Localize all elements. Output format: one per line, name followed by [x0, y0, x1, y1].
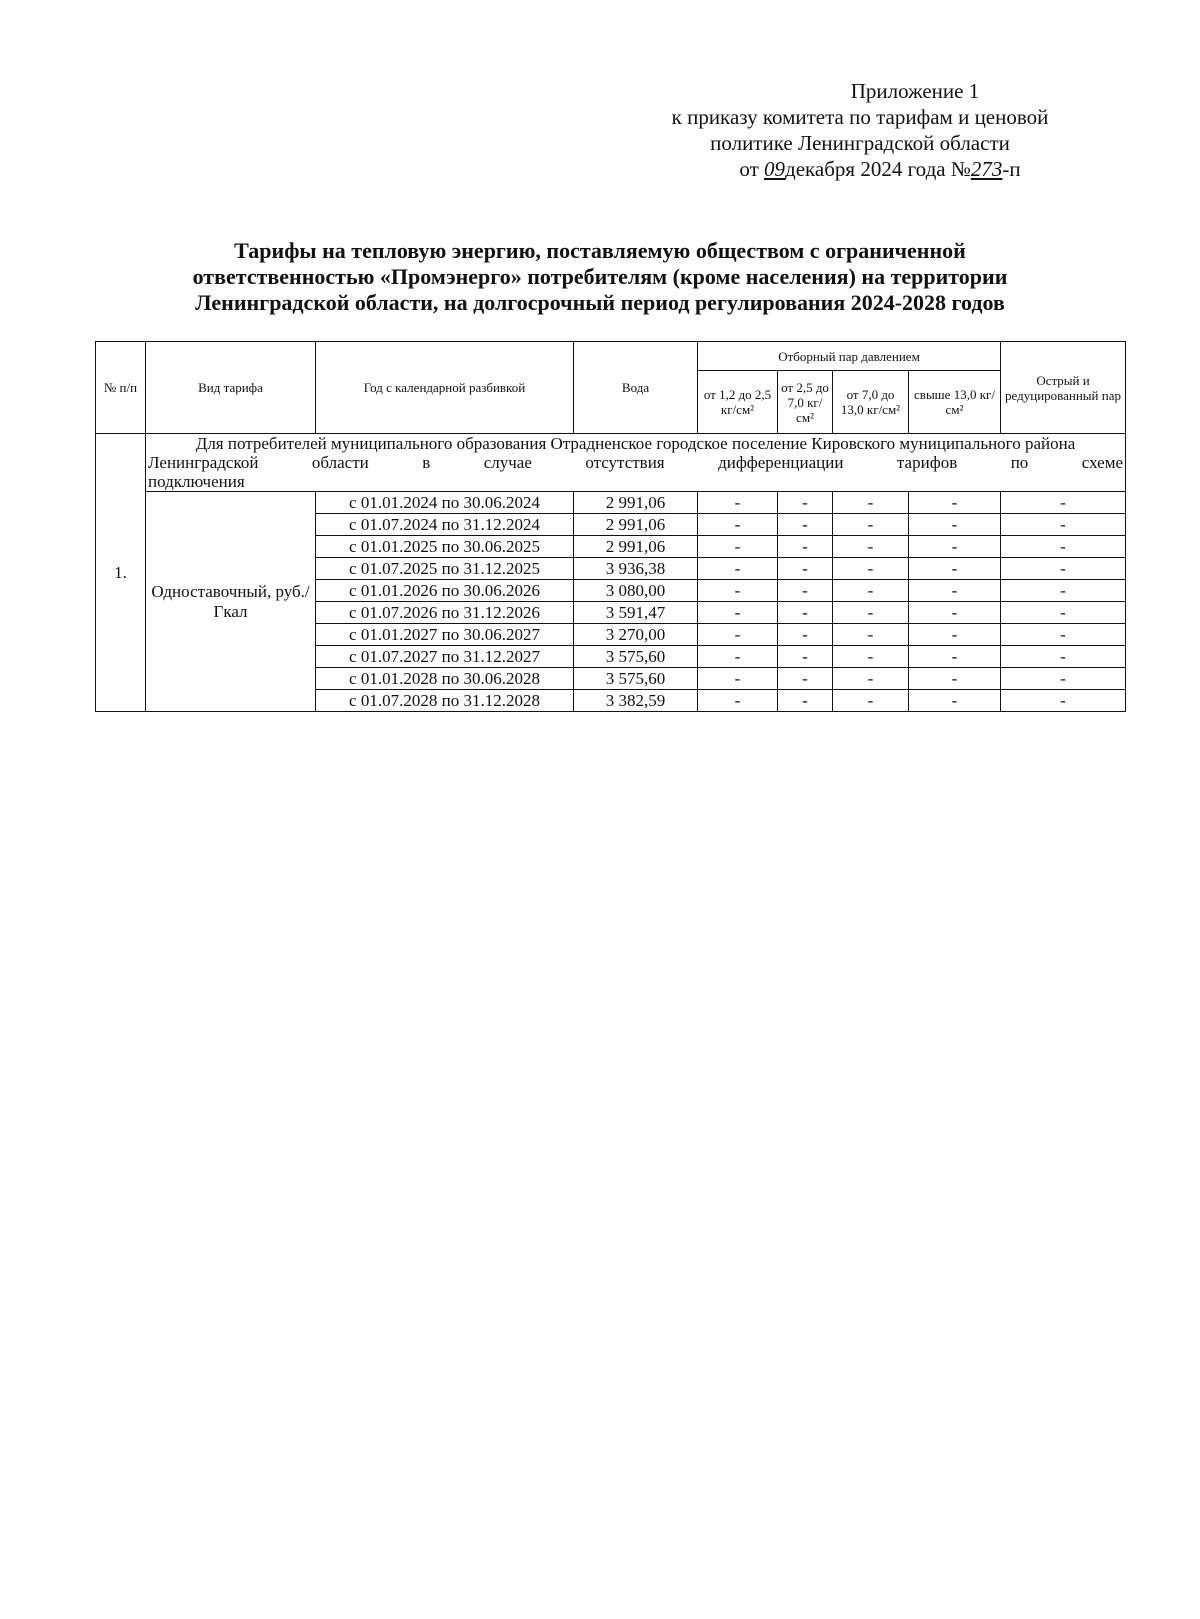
cell-steam-4: -: [909, 558, 1001, 580]
cell-water: 3 382,59: [574, 690, 698, 712]
title-line-3: Ленинградской области, на долгосрочный период регулирования 2024-2028 годов: [195, 290, 1005, 315]
cell-steam-1: -: [698, 536, 778, 558]
header-kind: Вид тарифа: [146, 342, 316, 434]
cell-steam-2: -: [778, 514, 833, 536]
cell-steam-4: -: [909, 536, 1001, 558]
cell-steam-3: -: [833, 602, 909, 624]
cell-water: 2 991,06: [574, 514, 698, 536]
cell-water: 3 575,60: [574, 668, 698, 690]
cell-steam-1: -: [698, 668, 778, 690]
cell-water: 3 575,60: [574, 646, 698, 668]
appendix-line-2: политике Ленинградской области: [710, 131, 1010, 155]
date-prefix: от: [739, 157, 765, 181]
header-water: Вода: [574, 342, 698, 434]
document-title: [100, 238, 1100, 316]
cell-steam-3: -: [833, 536, 909, 558]
header-steam-1: от 1,2 до 2,5 кг/см²: [698, 371, 778, 434]
group-description: [146, 434, 1126, 492]
cell-period: с 01.07.2024 по 31.12.2024: [316, 514, 574, 536]
cell-steam-3: -: [833, 668, 909, 690]
appendix-header: [600, 78, 1120, 182]
cell-sharp-steam: -: [1001, 492, 1126, 514]
cell-steam-3: -: [833, 558, 909, 580]
order-number: 273: [970, 157, 1003, 181]
cell-period: с 01.01.2027 по 30.06.2027: [316, 624, 574, 646]
cell-sharp-steam: -: [1001, 580, 1126, 602]
cell-steam-2: -: [778, 580, 833, 602]
header-steam-3: от 7,0 до 13,0 кг/см²: [833, 371, 909, 434]
cell-period: с 01.01.2025 по 30.06.2025: [316, 536, 574, 558]
group-text-line: Для потребителей муниципального образования Отрадненское городское поселение Кировского муниципального района Ленинградской области в случае отсутствия дифференциации тарифов по схеме: [148, 434, 1124, 472]
cell-steam-1: -: [698, 492, 778, 514]
cell-steam-2: -: [778, 558, 833, 580]
cell-water: 2 991,06: [574, 492, 698, 514]
cell-steam-4: -: [909, 580, 1001, 602]
cell-steam-1: -: [698, 646, 778, 668]
cell-water: 3 591,47: [574, 602, 698, 624]
cell-steam-1: -: [698, 690, 778, 712]
cell-steam-3: -: [833, 624, 909, 646]
header-num: № п/п: [96, 342, 146, 434]
cell-steam-4: -: [909, 668, 1001, 690]
tariff-table: [95, 341, 1126, 712]
cell-steam-4: -: [909, 646, 1001, 668]
cell-steam-4: -: [909, 514, 1001, 536]
header-period: Год с календарной разбивкой: [316, 342, 574, 434]
cell-steam-2: -: [778, 668, 833, 690]
appendix-line-1: к приказу комитета по тарифам и ценовой: [671, 105, 1049, 129]
cell-water: 2 991,06: [574, 536, 698, 558]
cell-sharp-steam: -: [1001, 624, 1126, 646]
cell-steam-1: -: [698, 558, 778, 580]
tariff-kind: Одноставочный, руб./Гкал: [146, 492, 316, 712]
cell-water: 3 936,38: [574, 558, 698, 580]
cell-period: с 01.07.2026 по 31.12.2026: [316, 602, 574, 624]
cell-sharp-steam: -: [1001, 690, 1126, 712]
cell-period: с 01.01.2024 по 30.06.2024: [316, 492, 574, 514]
cell-steam-1: -: [698, 602, 778, 624]
cell-water: 3 270,00: [574, 624, 698, 646]
cell-steam-4: -: [909, 492, 1001, 514]
cell-steam-2: -: [778, 624, 833, 646]
header-steam-group: Отборный пар давлением: [698, 342, 1001, 371]
cell-steam-4: -: [909, 690, 1001, 712]
cell-steam-3: -: [833, 690, 909, 712]
cell-period: с 01.07.2028 по 31.12.2028: [316, 690, 574, 712]
appendix-label: Приложение 1: [850, 79, 980, 103]
cell-steam-3: -: [833, 514, 909, 536]
cell-steam-3: -: [833, 580, 909, 602]
cell-steam-3: -: [833, 646, 909, 668]
header-steam-2: от 2,5 до 7,0 кг/см²: [778, 371, 833, 434]
cell-steam-1: -: [698, 624, 778, 646]
cell-sharp-steam: -: [1001, 558, 1126, 580]
cell-period: с 01.07.2027 по 31.12.2027: [316, 646, 574, 668]
group-number: 1.: [96, 434, 146, 712]
cell-sharp-steam: -: [1001, 514, 1126, 536]
cell-steam-1: -: [698, 580, 778, 602]
number-suffix: -п: [1002, 157, 1021, 181]
title-line-2: ответственностью «Промэнерго» потребителям (кроме населения) на территории: [192, 264, 1008, 289]
order-date-number: [600, 156, 1120, 182]
cell-sharp-steam: -: [1001, 668, 1126, 690]
cell-steam-1: -: [698, 514, 778, 536]
table-row: [96, 492, 1126, 514]
group-text-last: подключения: [148, 472, 245, 491]
title-line-1: Тарифы на тепловую энергию, поставляемую обществом с ограниченной: [234, 238, 966, 263]
header-sharp-steam: Острый и редуцированный пар: [1001, 342, 1126, 434]
cell-sharp-steam: -: [1001, 602, 1126, 624]
cell-steam-4: -: [909, 602, 1001, 624]
cell-sharp-steam: -: [1001, 536, 1126, 558]
cell-steam-4: -: [909, 624, 1001, 646]
cell-steam-2: -: [778, 492, 833, 514]
cell-steam-2: -: [778, 690, 833, 712]
cell-sharp-steam: -: [1001, 646, 1126, 668]
cell-steam-2: -: [778, 646, 833, 668]
cell-water: 3 080,00: [574, 580, 698, 602]
header-steam-4: свыше 13,0 кг/см²: [909, 371, 1001, 434]
cell-period: с 01.01.2028 по 30.06.2028: [316, 668, 574, 690]
cell-steam-2: -: [778, 536, 833, 558]
date-middle: декабря 2024 года №: [785, 157, 971, 181]
order-day: 09: [764, 157, 786, 181]
cell-period: с 01.01.2026 по 30.06.2026: [316, 580, 574, 602]
cell-steam-3: -: [833, 492, 909, 514]
cell-steam-2: -: [778, 602, 833, 624]
cell-period: с 01.07.2025 по 31.12.2025: [316, 558, 574, 580]
